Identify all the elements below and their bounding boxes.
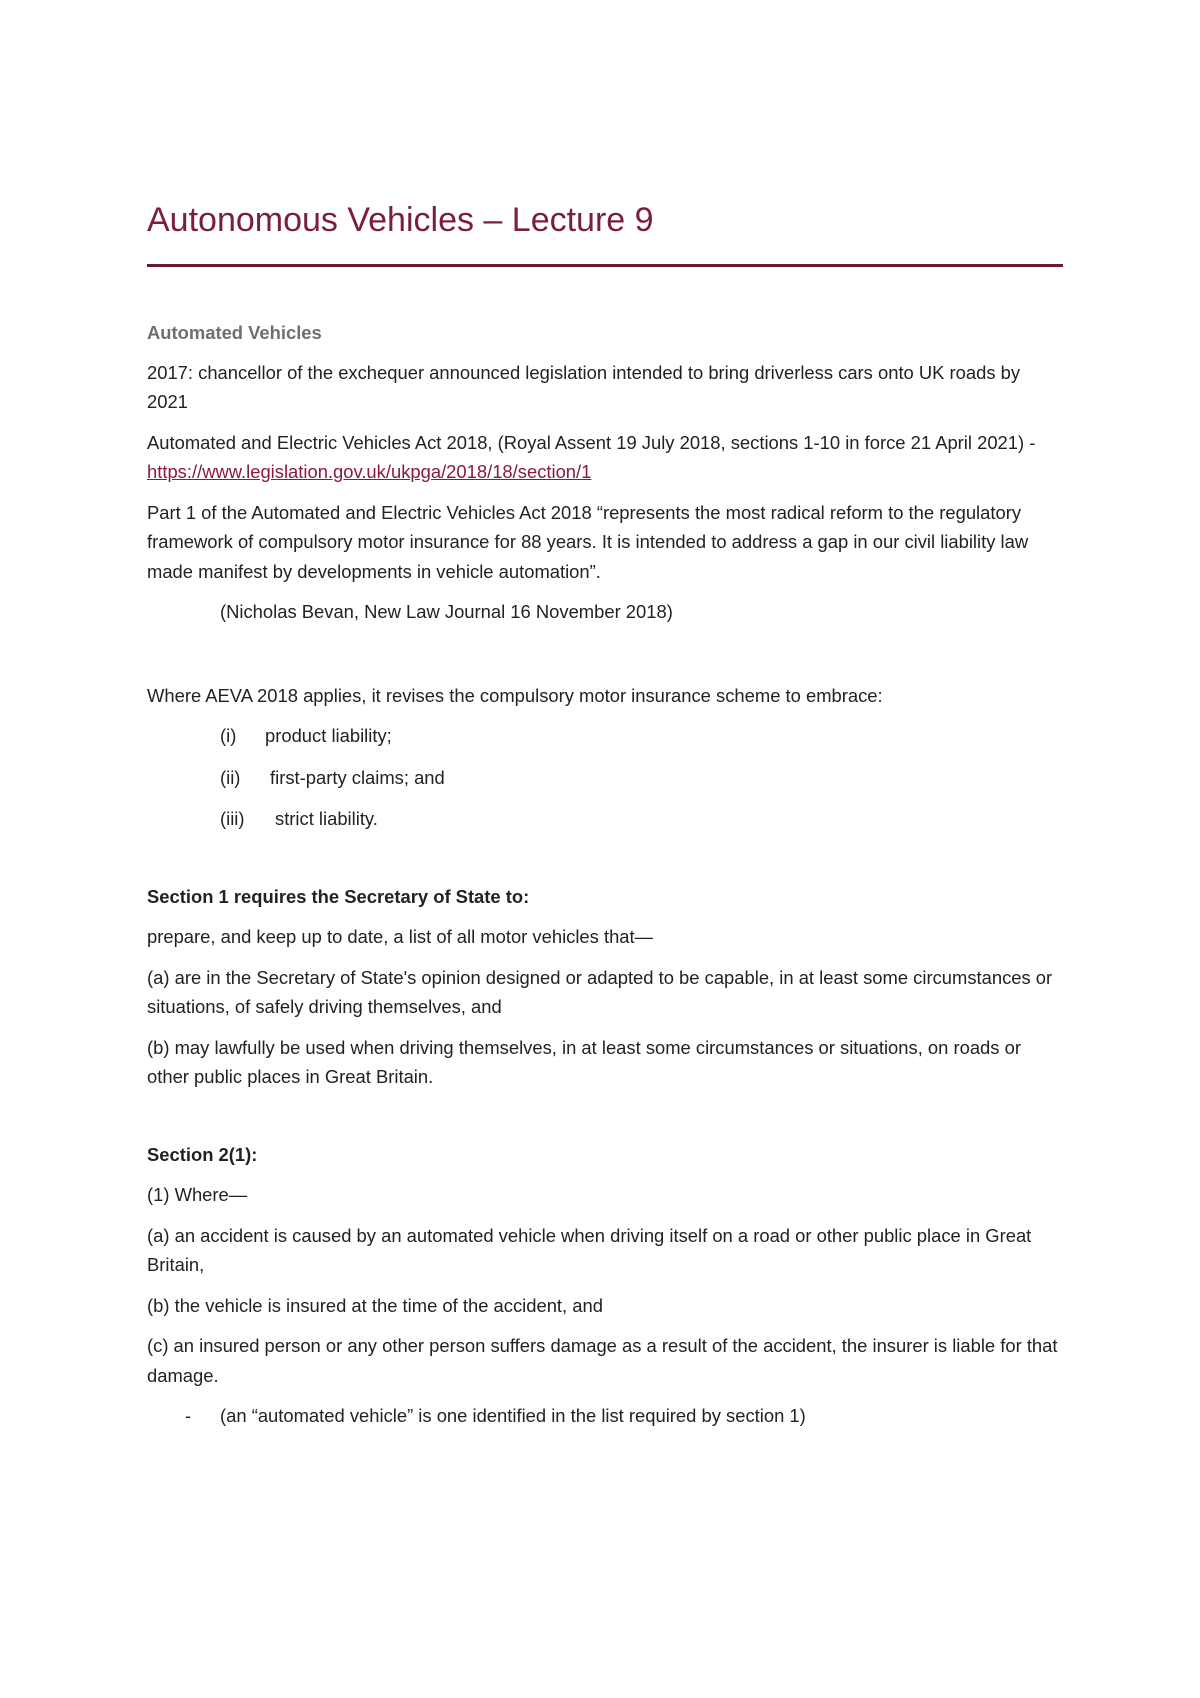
title-divider xyxy=(147,264,1063,267)
automated-vehicle-note xyxy=(147,1401,1063,1431)
paragraph-2017: 2017: chancellor of the exchequer announced legislation intended to bring driverless cars onto UK roads by 2021 xyxy=(147,361,1021,412)
section-2-intro: (1) Where— xyxy=(147,1184,248,1205)
page-title: Autonomous Vehicles – Lecture 9 xyxy=(147,201,654,239)
automated-vehicles-heading: Automated Vehicles xyxy=(147,322,322,343)
section-2-heading: Section 2(1): xyxy=(147,1143,258,1165)
list-item xyxy=(147,804,1063,834)
aeva-act-text: Automated and Electric Vehicles Act 2018, (Royal Assent 19 July 2018, sections 1-10 in force 21 April 2021) - xyxy=(147,431,1036,453)
quote-source: (Nicholas Bevan, New Law Journal 16 November 2018) xyxy=(220,601,673,622)
section-1-item-a: (a) are in the Secretary of State's opinion designed or adapted to be capable, in at least some circumstances or situations, of safely driving themselves, and xyxy=(147,966,1053,1017)
section-1-heading: Section 1 requires the Secretary of State to: xyxy=(147,885,530,907)
list-item-text: product liability; xyxy=(265,725,392,746)
list-item-text: strict liability. xyxy=(275,808,378,829)
list-item-number: (ii) xyxy=(220,766,241,788)
list-item xyxy=(147,763,1063,793)
paragraph-aeva-act xyxy=(147,428,1063,487)
section-2-item-a: (a) an accident is caused by an automated vehicle when driving itself on a road or other public place in Great Britain, xyxy=(147,1224,1032,1275)
legislation-link[interactable]: https://www.legislation.gov.uk/ukpga/2018/18/section/1 xyxy=(147,461,592,482)
document-page xyxy=(147,0,1063,1698)
document-body xyxy=(147,318,1063,1431)
section-2-item-c: (c) an insured person or any other person suffers damage as a result of the accident, the insurer is liable for that damage. xyxy=(147,1335,1058,1386)
liability-list xyxy=(147,721,1063,834)
section-1-item-b: (b) may lawfully be used when driving themselves, in at least some circumstances or situations, on roads or other public places in Great Britain. xyxy=(147,1036,1021,1087)
section-1-intro: prepare, and keep up to date, a list of all motor vehicles that— xyxy=(147,926,654,947)
dash-bullet: - xyxy=(185,1405,192,1426)
list-item xyxy=(147,721,1063,751)
list-item-number: (i) xyxy=(220,725,237,746)
paragraph-bevan-quote: Part 1 of the Automated and Electric Vehicles Act 2018 “represents the most radical reform to the regulatory framework of compulsory motor insurance for 88 years. It is intended to address a gap in our civil liability law made manifest by developments in vehicle automation”. xyxy=(147,501,1029,582)
paragraph-aeva-applies: Where AEVA 2018 applies, it revises the compulsory motor insurance scheme to embrace: xyxy=(147,684,883,706)
list-item-number: (iii) xyxy=(220,808,245,829)
list-item-text: first-party claims; and xyxy=(270,766,445,788)
section-2-item-b: (b) the vehicle is insured at the time of the accident, and xyxy=(147,1294,603,1316)
automated-vehicle-note-text: (an “automated vehicle” is one identified in the list required by section 1) xyxy=(220,1405,806,1426)
